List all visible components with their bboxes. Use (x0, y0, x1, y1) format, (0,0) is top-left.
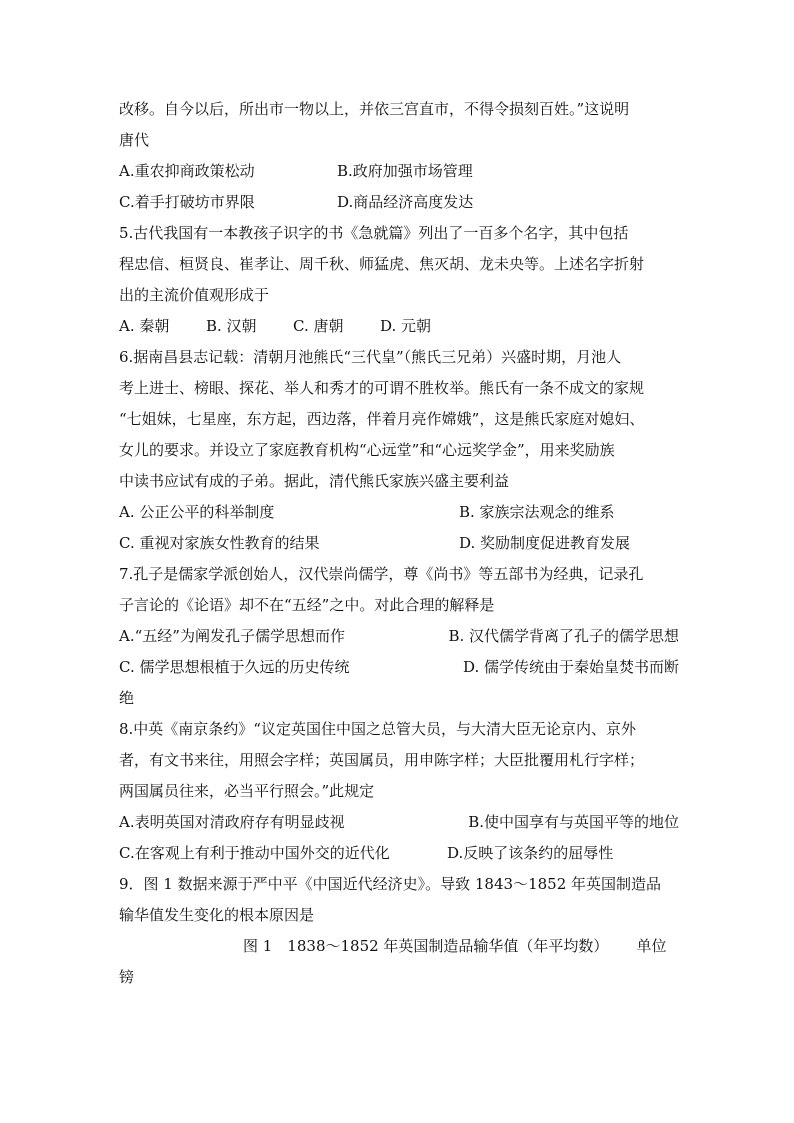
option-a: A. 公正公平的科举制度 (119, 503, 275, 521)
options-row (119, 311, 679, 342)
question-4 (119, 94, 679, 218)
question-stem-line: 子言论的《论语》却不在“五经”之中。对此合理的解释是 (119, 596, 495, 614)
option-b: B. 汉朝 (206, 317, 257, 335)
options-row (119, 187, 679, 218)
option-c: C. 儒学思想根植于久远的历史传统 (119, 658, 350, 676)
question-stem-line: 7.孔子是儒家学派创始人，汉代崇尚儒学，尊《尚书》等五部书为经典，记录孔 (119, 565, 644, 583)
question-stem-line: 者，有文书来往，用照会字样；英国属员，用申陈字样；大臣批覆用札行字样； (119, 751, 645, 769)
option-c: C. 重视对家族女性教育的结果 (119, 534, 320, 552)
question-5 (119, 218, 679, 342)
option-d: D.反映了该条约的屈辱性 (447, 844, 614, 862)
question-content (119, 94, 679, 993)
option-b: B. 家族宗法观念的维系 (459, 503, 615, 521)
option-b: B.政府加强市场管理 (337, 162, 473, 180)
options-row (119, 156, 679, 187)
question-stem-line: 唐代 (119, 131, 150, 149)
option-c: C.着手打破坊市界限 (119, 193, 255, 211)
question-7 (119, 559, 679, 714)
question-stem-line: 6.据南昌县志记载：清朝月池熊氏“三代皇”（熊氏三兄弟）兴盛时期，月池人 (119, 348, 622, 366)
question-stem-line: 中读书应试有成的子弟。据此，清代熊氏家族兴盛主要利益 (119, 472, 510, 490)
option-d: D. 元朝 (380, 317, 432, 335)
question-6 (119, 342, 679, 559)
options-row (119, 528, 679, 559)
option-c: C.在客观上有利于推动中国外交的近代化 (119, 844, 390, 862)
question-stem-line: 8.中英《南京条约》“议定英国住中国之总管大员，与大清大臣无论京内、京外 (119, 720, 636, 738)
question-8 (119, 714, 679, 869)
option-d-wrap: 绝 (119, 689, 135, 707)
options-row (119, 497, 679, 528)
question-stem-line: 女儿的要求。并设立了家庭教育机构“心远堂”和“心远奖学金”，用来奖励族 (119, 441, 615, 459)
options-row (119, 807, 679, 838)
option-c: C. 唐朝 (293, 317, 344, 335)
option-d: D. 儒学传统由于秦始皇焚书而断 (462, 658, 679, 676)
question-stem-line: 考上进士、榜眼、探花、举人和秀才的可谓不胜枚举。熊氏有一条不成文的家规 (119, 379, 645, 397)
option-a: A. 秦朝 (119, 317, 170, 335)
option-d: D. 奖励制度促进教育发展 (459, 534, 631, 552)
question-stem-line: 改移。自今以后，所出市一物以上，并依三宫直市，不得令损刻百姓。”这说明 (119, 100, 630, 118)
options-row (119, 621, 679, 652)
option-b: B.使中国享有与英国平等的地位 (468, 813, 679, 831)
figure-caption-text: 图 1 1838～1852 年英国制造品输华值（年平均数） (243, 937, 609, 955)
question-9 (119, 869, 679, 993)
question-stem-line: 5.古代我国有一本教孩子识字的书《急就篇》列出了一百多个名字，其中包括 (119, 224, 629, 242)
option-d: D.商品经济高度发达 (337, 193, 474, 211)
option-a: A.重农抑商政策松动 (119, 162, 255, 180)
unit-label: 单位 (636, 937, 667, 955)
option-a: A.“五经”为阐发孔子儒学思想而作 (119, 627, 345, 645)
question-stem-line: 9．图 1 数据来源于严中平《中国近代经济史》。导致 1843～1852 年英国制造品 (119, 875, 662, 893)
question-stem-line: 程忠信、桓贤良、崔孝让、周千秋、师猛虎、焦灭胡、龙未央等。上述名字折射 (119, 255, 645, 273)
unit-label-wrap: 镑 (119, 968, 135, 986)
figure-caption (119, 931, 679, 962)
options-row (119, 652, 679, 683)
question-stem-line: 出的主流价值观形成于 (119, 286, 270, 304)
question-stem-line: 两国属员往来，必当平行照会。”此规定 (119, 782, 375, 800)
options-row (119, 838, 679, 869)
option-a: A.表明英国对清政府存有明显歧视 (119, 813, 345, 831)
question-stem-line: “七姐妹，七星座，东方起，西边落，伴着月亮作嫦娥”，这是熊氏家庭对媳妇、 (119, 410, 645, 428)
question-stem-line: 输华值发生变化的根本原因是 (119, 906, 315, 924)
option-b: B. 汉代儒学背离了孔子的儒学思想 (448, 627, 679, 645)
